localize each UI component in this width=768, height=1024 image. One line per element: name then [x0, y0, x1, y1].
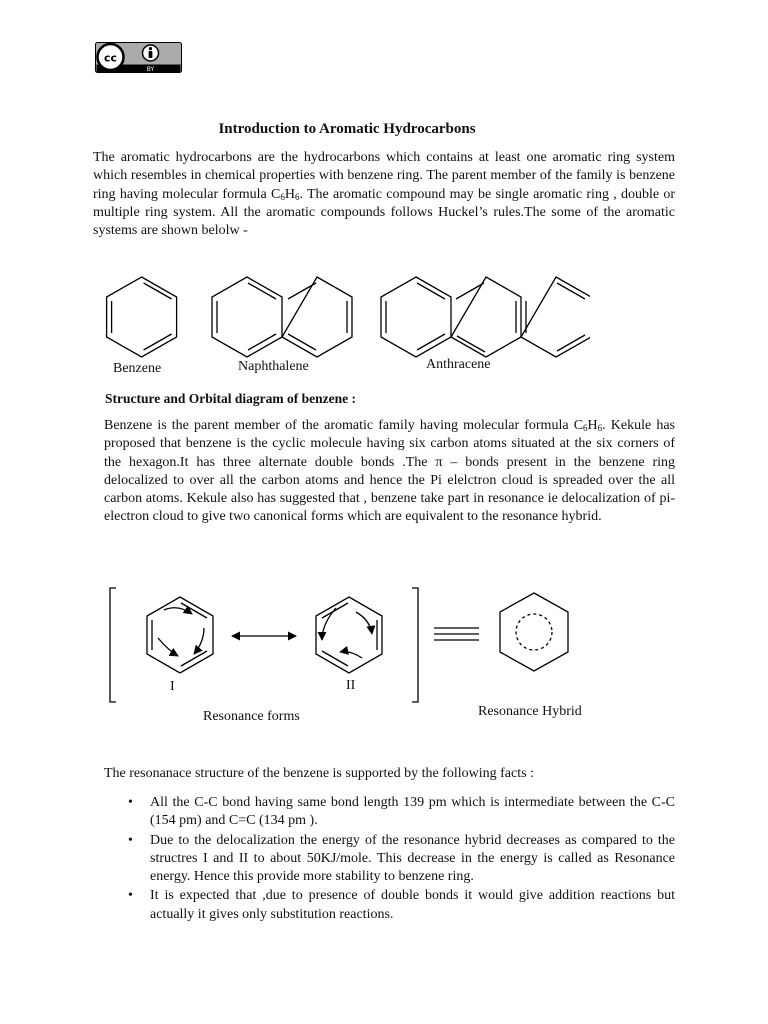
- bullet: •: [128, 832, 133, 848]
- form-2-label: II: [346, 678, 356, 693]
- by-person-icon: [143, 45, 159, 61]
- kekule-structure-1: [147, 597, 213, 673]
- naphthalene-structure: [212, 277, 352, 357]
- aromatic-systems-diagram: [100, 268, 590, 364]
- cc-by-license-badge: [95, 42, 183, 74]
- resonance-forms-label: Resonance forms: [203, 709, 300, 724]
- resonance-hybrid-structure: [500, 593, 568, 671]
- kekule-structure-2: [316, 597, 382, 673]
- formula-h: H: [284, 186, 295, 202]
- benzene-label: Benzene: [113, 361, 162, 376]
- section-heading: Structure and Orbital diagram of benzene :: [105, 391, 356, 406]
- anthracene-structure: [381, 277, 590, 357]
- resonance-hybrid-label: Resonance Hybrid: [478, 704, 582, 719]
- formula-c: C: [271, 186, 281, 202]
- list-item: • All the C-C bond having same bond length 139 pm which is intermediate between the C-C (154 pm) and C=C (134 pm ).: [128, 795, 675, 829]
- bullet: •: [128, 888, 133, 904]
- by-label: BY: [146, 66, 155, 73]
- facts-list: [128, 794, 675, 925]
- svg-text:cc: cc: [103, 51, 118, 65]
- page-title: Introduction to Aromatic Hydrocarbons: [218, 121, 476, 137]
- form-1-label: I: [170, 679, 175, 694]
- naphthalene-label: Naphthalene: [238, 359, 309, 374]
- bracket-left: [110, 588, 116, 702]
- list-item: • It is expected that ,due to presence of double bonds it would give addition reactions but actually it gives only substitution reactions.: [128, 888, 675, 922]
- bracket-right: [412, 588, 418, 702]
- bullet: •: [128, 795, 133, 810]
- structure-paragraph: Benzene is the parent member of the aromatic family having molecular formula $C_6H_6$. Kekule has proposed that benzene is the cyclic molecule having six carbon atoms situated at the six corners of the hexagon.It has three alternate double bonds .The π – bonds present in the benzene ring delocalized to over all the carbon atoms and hence the Pi elelctron cloud is spreaded over the all carbon atoms. Kekule also has suggested that , benzene take part in resonance ie delocalization of pi- electron cloud to give two canonical forms which are equivalent to the resonance hybrid.: [104, 418, 675, 525]
- benzene-structure: [107, 277, 177, 357]
- list-item: • Due to the delocalization the energy of the resonance hybrid decreases as compared to the structres I and II to about 50KJ/mole. This decrease in the energy is called as Resonance energy. Hence this provide more stability to benzene ring.: [128, 832, 675, 885]
- intro-paragraph: The aromatic hydrocarbons are the hydrocarbons which contains at least one aromatic ring system which resembles in chemical properties with benzene ring. The parent member of the family is benzene ring having molecular formula $C_6H_6$. The aromatic compound may be single aromatic ring , double or multiple ring system. All the aromatic compounds follows Huckel’s rules.The some of the aromatic systems are shown belolw -: [93, 150, 675, 239]
- equivalence-sign: [434, 628, 479, 640]
- facts-intro: The resonanace structure of the benzene is supported by the following facts :: [104, 766, 534, 781]
- anthracene-label: Anthracene: [426, 357, 491, 372]
